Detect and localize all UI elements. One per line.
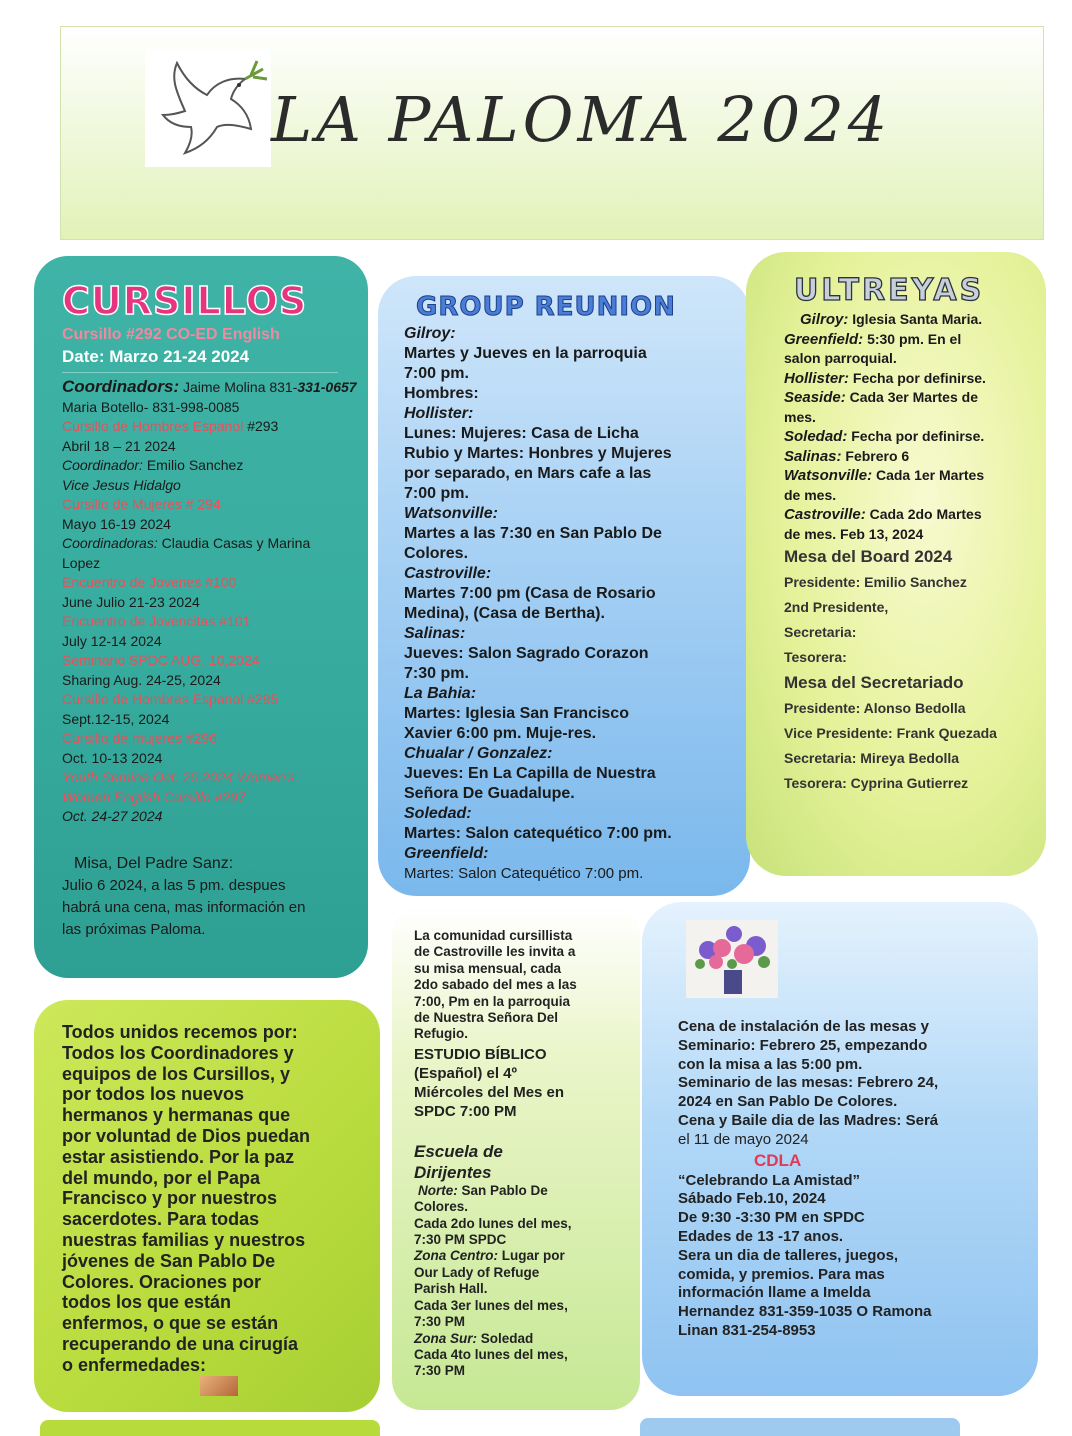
prayer-line: por todos los nuevos	[62, 1084, 245, 1105]
prayer-line: equipos de los Cursillos, y	[62, 1063, 291, 1084]
ultreya-entry: Hollister: Fecha por definirse.	[784, 369, 986, 387]
prayer-panel	[34, 1000, 380, 1412]
prayer-line: nuestras familias y nuestros	[62, 1229, 306, 1250]
cena-line: 2024 en San Pablo De Colores.	[678, 1093, 898, 1111]
w297-date: Oct. 24-27 2024	[62, 808, 163, 824]
escuela-title: Escuela de Dirijentes	[414, 1141, 503, 1182]
escuela-line: Zona Centro: Lugar por	[414, 1248, 565, 1264]
misa-line: Misa, Del Padre Sanz:	[74, 854, 234, 872]
ultreya-entry: Castroville: Cada 2do Martes	[784, 506, 982, 523]
header-banner	[60, 26, 1044, 240]
bottom-panel-edge	[640, 1418, 960, 1436]
city-label: Chualar / Gonzalez:	[404, 745, 553, 762]
secretariado-member: Presidente: Alonso Bedolla	[784, 700, 966, 716]
prayer-line: estar asistiendo. Por la paz	[62, 1146, 295, 1167]
misa-notice	[62, 853, 368, 941]
cena-line: Cena y Baile dia de las Madres: Será	[678, 1111, 939, 1129]
cdla-text	[678, 1172, 1038, 1341]
cena-line: Cena de instalación de las mesas y	[678, 1018, 929, 1035]
jc101-name: Encuentro de Jovencitas #101	[62, 613, 251, 629]
ultreyas-list	[784, 310, 1046, 544]
castroville-line: 7:00, Pm en la parroquia	[414, 993, 571, 1009]
prayer-line: hermanos y hermanas que	[62, 1105, 291, 1126]
secretariado-member: Secretaria: Mireya Bedolla	[784, 750, 960, 766]
schedule-line: Martes: Salon Catequético 7:00 pm.	[404, 865, 644, 882]
escuela-list	[414, 1183, 640, 1380]
misa-line: Julio 6 2024, a las 5 pm. despues	[62, 876, 286, 894]
m294-name: Cursillo de Mujeres # 294	[62, 496, 221, 512]
ultreya-entry: Gilroy: Iglesia Santa Maria.	[800, 311, 983, 328]
castroville-line: 2do sabado del mes a las	[414, 977, 577, 993]
prayer-line: Todos unidos recemos por:	[62, 1022, 298, 1042]
castroville-intro	[414, 928, 640, 1043]
castroville-line: La comunidad cursillista	[414, 928, 573, 943]
escuela-line: 7:30 PM	[414, 1314, 466, 1330]
secretariado-member: Tesorera: Cyprina Gutierrez	[784, 775, 969, 791]
cena-line: Seminario: Febrero 25, empezando	[678, 1036, 928, 1054]
ultreya-entry: Greenfield: 5:30 pm. En el	[784, 330, 962, 348]
city-label: Castroville:	[404, 565, 492, 582]
cdla-line: De 9:30 -3:30 PM en SPDC	[678, 1209, 865, 1227]
m294-coord: Coordinadoras: Claudia Casas y Marina	[62, 535, 311, 551]
group-reunion-list	[404, 324, 750, 884]
schedule-line: Martes y Jueves en la parroquia	[404, 345, 647, 362]
escuela-line: Cada 3er lunes del mes,	[414, 1297, 568, 1313]
h295-name: Cursillo de Hombres Espanol #295	[62, 691, 279, 707]
m296-date: Oct. 10-13 2024	[62, 749, 163, 766]
h293-vice: Vice Jesus Hidalgo	[62, 476, 181, 493]
h295-date: Sept.12-15, 2024	[62, 710, 170, 727]
city-label: Watsonville:	[404, 505, 498, 522]
ultreyas-panel	[746, 252, 1046, 876]
j100-name: Encuentro de Jovenes #100	[62, 574, 237, 590]
escuela-line: 7:30 PM	[414, 1363, 466, 1379]
ultreyas-heading: ULTREYAS	[794, 273, 985, 308]
cdla-line: “Celebrando La Amistad”	[678, 1171, 860, 1189]
schedule-line: Jueves: En La Capilla de Nuestra	[404, 765, 656, 782]
escuela-line: 7:30 PM SPDC	[414, 1232, 507, 1248]
schedule-line: Martes 7:00 pm (Casa de Rosario	[404, 585, 656, 602]
page-title: LA PALOMA 2024	[271, 83, 892, 156]
group-reunion-heading: GROUP REUNION	[416, 292, 676, 322]
board-member: Tesorera:	[784, 649, 847, 665]
prayer-line: del mundo, por el Papa	[62, 1167, 261, 1188]
schedule-line: Medina), (Casa de Bertha).	[404, 605, 605, 622]
flower-bouquet-icon	[686, 920, 778, 998]
schedule-line: 7:00 pm.	[404, 485, 469, 502]
schedule-line: Señora De Guadalupe.	[404, 785, 575, 802]
ultreya-entry: Salinas: Febrero 6	[784, 447, 910, 465]
schedule-line: por separado, en Mars cafe a las	[404, 465, 652, 482]
castroville-line: de Castroville les invita a	[414, 944, 576, 960]
board-title: Mesa del Board 2024	[784, 547, 953, 566]
h293-date: Abril 18 – 21 2024	[62, 437, 176, 454]
cdla-line: Hernandez 831-359-1035 O Ramona	[678, 1303, 932, 1321]
m294-coord-tail: Lopez	[62, 554, 101, 571]
estudio-line: (Español) el 4º	[414, 1064, 518, 1082]
cdla-title: CDLA	[754, 1150, 802, 1170]
schedule-line: Xavier 6:00 pm. Muje-res.	[404, 725, 597, 742]
cdla-line: Edades de 13 -17 anos.	[678, 1227, 844, 1245]
secretariado-title: Mesa del Secretariado	[784, 673, 964, 692]
city-label: Hollister:	[404, 405, 474, 422]
prayer-line: Francisco y por nuestros	[62, 1188, 278, 1209]
escuela-line: Cada 4to lunes del mes,	[414, 1346, 568, 1362]
cursillo-292-title: Cursillo #292 CO-ED English	[62, 326, 280, 343]
escuela-line: Zona Sur: Soledad	[414, 1330, 534, 1346]
youth-line-1: Youth Semina Oct. 20,2024 Women's	[62, 769, 296, 785]
prayer-line: por voluntad de Dios puedan	[62, 1125, 311, 1146]
prayer-line: jóvenes de San Pablo De	[62, 1250, 276, 1271]
ultreya-entry: Seaside: Cada 3er Martes de	[784, 389, 978, 406]
secretariado-member: Vice Presidente: Frank Quezada	[784, 725, 997, 741]
cdla-line: comida, y premios. Para mas	[678, 1265, 885, 1283]
escuela-line: Norte: San Pablo De	[418, 1182, 548, 1198]
bottom-panel-edge	[40, 1420, 380, 1436]
prayer-line: recuperando de una cirugía	[62, 1333, 299, 1354]
cena-text	[678, 1018, 1038, 1150]
schedule-line: Jueves: Salon Sagrado Corazon	[404, 645, 649, 662]
estudio-line: Miércoles del Mes en	[414, 1083, 565, 1101]
schedule-line: Rubio y Martes: Honbres y Mujeres	[404, 445, 672, 462]
prayer-line: todos los que están	[62, 1292, 232, 1313]
castroville-line: su misa mensual, cada	[414, 960, 562, 976]
prayer-line: sacerdotes. Para todas	[62, 1209, 260, 1230]
m294-date: Mayo 16-19 2024	[62, 515, 171, 532]
schedule-line: Lunes: Mujeres: Casa de Licha	[404, 425, 639, 442]
schedule-line: Martes a las 7:30 en San Pablo De	[404, 525, 662, 542]
cursillos-panel	[34, 256, 368, 978]
prayer-line: enfermos, o que se están	[62, 1313, 279, 1334]
seminario-name: Seminario SPDC AUG. 10,2024	[62, 652, 260, 668]
misa-line: habrá una cena, mas información en	[62, 898, 306, 916]
schedule-line: Hombres:	[404, 385, 479, 402]
schedule-line: Colores.	[404, 545, 469, 562]
ultreya-entry: salon parroquial.	[784, 350, 897, 366]
schedule-line: 7:00 pm.	[404, 365, 469, 382]
h293-line: Cursillo de Hombres Espanol #293	[62, 418, 279, 434]
j100-date: June Julio 21-23 2024	[62, 593, 200, 610]
ultreya-entry: mes.	[784, 408, 816, 425]
ultreya-entry: de mes. Feb 13, 2024	[784, 525, 924, 542]
city-label: Salinas:	[404, 625, 466, 642]
cursillos-heading: CURSILLOS	[62, 279, 308, 323]
castroville-line: Refugio.	[414, 1026, 468, 1042]
city-label: Soledad:	[404, 805, 472, 822]
escuela-line: Our Lady of Refuge	[414, 1264, 540, 1280]
estudio-line: ESTUDIO BÍBLICO	[414, 1045, 547, 1063]
cdla-line: Sábado Feb.10, 2024	[678, 1190, 826, 1208]
city-label: Gilroy:	[404, 325, 456, 342]
estudio-line: SPDC 7:00 PM	[414, 1102, 517, 1120]
ultreya-entry: Soledad: Fecha por definirse.	[784, 428, 985, 445]
schedule-line: Martes: Salon catequético 7:00 pm.	[404, 825, 672, 842]
coordinadors-line: Coordinadors: Jaime Molina 831-331-0657	[62, 377, 357, 396]
board-member: Secretaria:	[784, 624, 857, 640]
maria-line: Maria Botello- 831-998-0085	[62, 398, 240, 415]
cena-line: el 11 de mayo 2024	[678, 1130, 809, 1148]
cena-line: con la misa a las 5:00 pm.	[678, 1055, 863, 1073]
cdla-line: información llame a Imelda	[678, 1284, 871, 1302]
ultreya-entry: de mes.	[784, 486, 837, 503]
jc101-date: July 12-14 2024	[62, 632, 162, 649]
city-label: La Bahia:	[404, 685, 477, 702]
estudio-biblico	[414, 1045, 640, 1121]
escuela-line: Colores.	[414, 1199, 469, 1215]
sharing-date: Sharing Aug. 24-25, 2024	[62, 671, 221, 688]
cdla-line: Linan 831-254-8953	[678, 1321, 816, 1339]
escuela-line: Parish Hall.	[414, 1281, 488, 1297]
escuela-line: Cada 2do lunes del mes,	[414, 1215, 572, 1231]
board-member: Presidente: Emilio Sanchez	[784, 574, 967, 590]
castroville-line: de Nuestra Señora Del	[414, 1010, 559, 1026]
castroville-panel	[392, 906, 640, 1410]
schedule-line: Martes: Iglesia San Francisco	[404, 705, 629, 722]
city-label: Greenfield:	[404, 845, 489, 862]
cursillo-292-date: Date: Marzo 21-24 2024	[62, 347, 250, 366]
ultreya-entry: Watsonville: Cada 1er Martes	[784, 467, 985, 484]
prayer-text	[62, 1022, 380, 1376]
praying-hands-icon	[200, 1376, 238, 1396]
cdla-line: Sera un dia de talleres, juegos,	[678, 1246, 899, 1264]
prayer-line: o enfermedades:	[62, 1354, 207, 1375]
board-member: 2nd Presidente,	[784, 599, 889, 615]
divider	[62, 372, 338, 373]
h293-coord: Coordinador: Emilio Sanchez	[62, 457, 244, 473]
youth-line-2: Women English Cursillo #297	[62, 788, 246, 805]
dove-icon	[145, 49, 271, 167]
cena-cdla-panel	[642, 902, 1038, 1396]
prayer-line: Colores. Oraciones por	[62, 1271, 262, 1292]
m296-name: Cursillo de mujeres #296	[62, 730, 217, 746]
group-reunion-panel	[378, 276, 750, 896]
prayer-line: Todos los Coordinadores y	[62, 1042, 294, 1063]
cena-line: Seminario de las mesas: Febrero 24,	[678, 1074, 939, 1092]
misa-line: las próximas Paloma.	[62, 920, 206, 938]
schedule-line: 7:30 pm.	[404, 665, 469, 682]
